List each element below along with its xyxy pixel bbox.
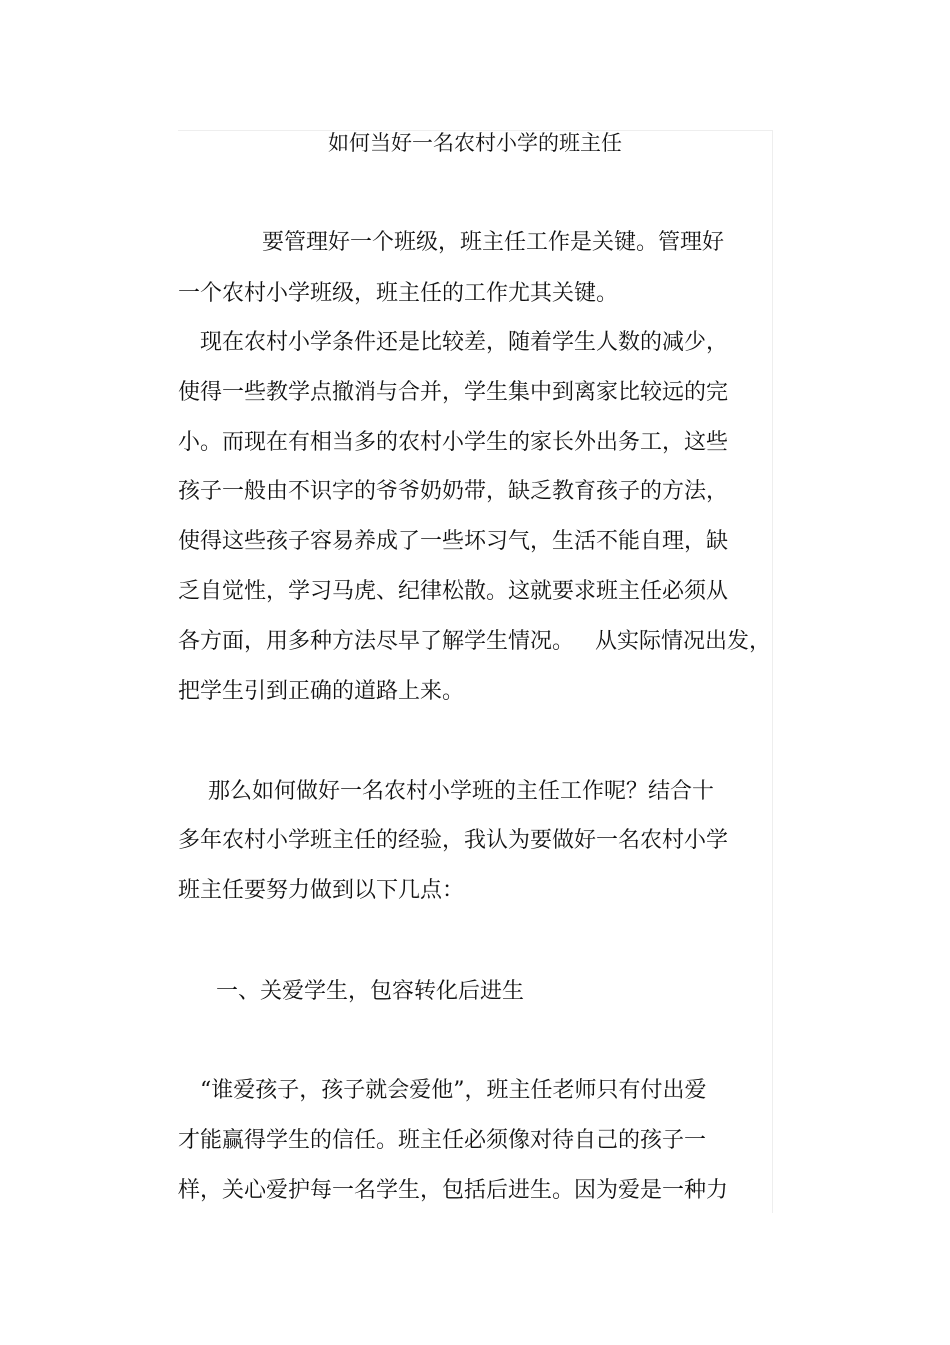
- body-line-9: 各方面，用多种方法尽早了解学生情况。 从实际情况出发，: [178, 629, 771, 654]
- body-line-5: 小。而现在有相当多的农村小学生的家长外出务工，这些: [178, 430, 729, 455]
- body-line-2: 一个农村小学班级，班主任的工作尤其关键。: [178, 281, 619, 306]
- body-line-11: 那么如何做好一名农村小学班的主任工作呢？结合十: [208, 779, 715, 804]
- document-title: 如何当好一名农村小学的班主任: [328, 131, 622, 155]
- body-line-4: 使得一些教学点撤消与合并，学生集中到离家比较远的完: [178, 380, 729, 405]
- body-line-6: 孩子一般由不识字的爷爷奶奶带，缺乏教育孩子的方法，: [178, 479, 729, 504]
- body-line-15: “谁爱孩子，孩子就会爱他”，班主任老师只有付出爱: [200, 1078, 707, 1103]
- body-line-1: 要管理好一个班级，班主任工作是关键。管理好: [262, 230, 725, 255]
- body-line-7: 使得这些孩子容易养成了一些坏习气，生活不能自理，缺: [178, 529, 729, 554]
- body-line-13: 班主任要努力做到以下几点：: [178, 878, 465, 903]
- body-line-17: 样，关心爱护每一名学生，包括后进生。因为爱是一种力: [178, 1178, 729, 1203]
- body-line-3: 现在农村小学条件还是比较差，随着学生人数的减少，: [200, 330, 729, 355]
- body-line-12: 多年农村小学班主任的经验，我认为要做好一名农村小学: [178, 828, 729, 853]
- body-line-8: 乏自觉性，学习马虎、纪律松散。这就要求班主任必须从: [178, 579, 729, 604]
- body-line-10: 把学生引到正确的道路上来。: [178, 679, 465, 704]
- body-line-16: 才能赢得学生的信任。班主任必须像对待自己的孩子一: [178, 1128, 707, 1153]
- section-heading-1: 一、关爱学生，包容转化后进生: [216, 979, 525, 1004]
